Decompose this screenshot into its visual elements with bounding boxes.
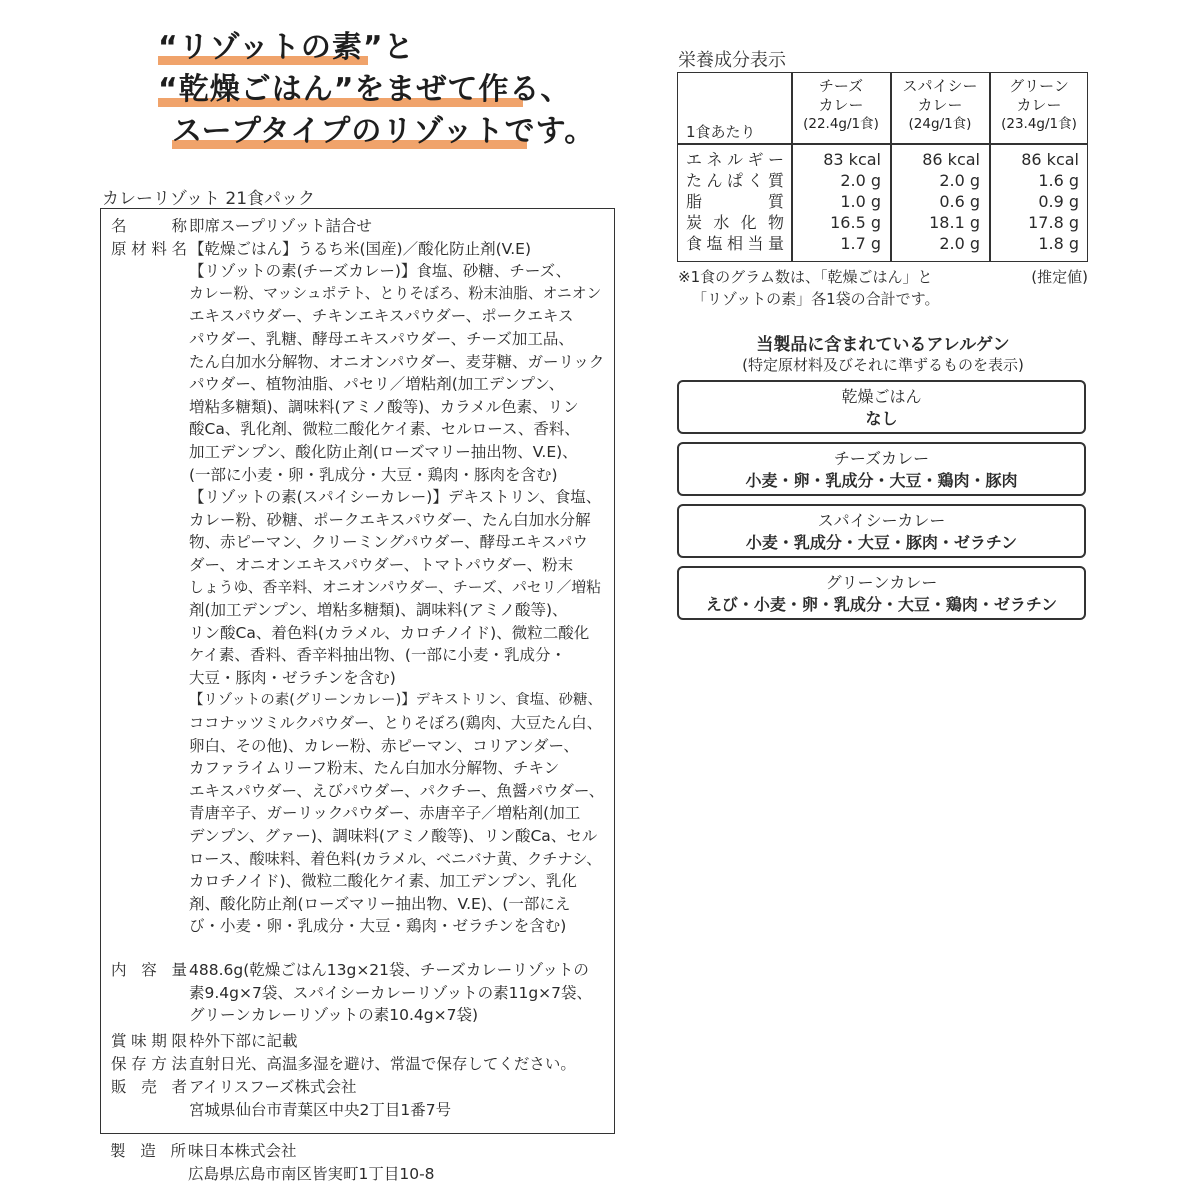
content-line: 488.6g(乾燥ごはん13g×21袋、チーズカレーリゾットの [189, 961, 589, 979]
ingredients-line: 青唐辛子、ガーリックパウダー、赤唐辛子／増粘剤(加工 [189, 804, 581, 823]
ingredients-text [189, 238, 606, 938]
ingredients-line: カレー粉、マッシュポテト、とりそぼろ、粉末油脂、オニオン [189, 284, 602, 302]
ingredients-line: カロチノイド)、微粒二酸化ケイ素、加工デンプン、乳化 [189, 872, 577, 891]
value-cell: 1.6 g [1038, 171, 1079, 190]
allergen-title: 当製品に含まれているアレルゲン [756, 335, 1010, 355]
ingredients-line: 剤、酸化防止剤(ローズマリー抽出物、V.E)、(一部にえ [189, 894, 571, 913]
ingredients-line: カレー粉、砂糖、ポークエキスパウダー、たん白加水分解 [189, 510, 591, 529]
allergen-box-rice: 乾燥ごはん なし [677, 380, 1086, 434]
value-cell: 2.0 g [840, 171, 881, 190]
headline-line-1: “リゾットの素”と [158, 30, 415, 65]
ingredients-line: エキスパウダー、チキンエキスパウダー、ポークエキス [189, 307, 574, 326]
ingredients-line: デンプン、グァー)、調味料(アミノ酸等)、リン酸Ca、セル [189, 827, 598, 846]
value-cell: 18.1 g [929, 213, 980, 232]
food-label-box [100, 208, 615, 1134]
row-fat-label: 脂 質 [686, 192, 784, 211]
ingredients-line: 加工デンプン、酸化防止剤(ローズマリー抽出物、V.E)、 [189, 442, 578, 461]
value-cell: 83 kcal [823, 150, 881, 169]
column-header-green: グリーン カレー (23.4g/1食) [1001, 77, 1077, 132]
ingredients-line: 【リゾットの素(グリーンカレー)】デキストリン、食塩、砂糖、 [189, 692, 602, 709]
per-serving-label: 1食あたり [686, 123, 756, 141]
ingredients-line: しょうゆ、香辛料、オニオンパウダー、チーズ、パセリ／増粘 [189, 578, 601, 596]
name-label: 名 称 [111, 217, 187, 235]
ingredients-line: 物、赤ピーマン、クリーミングパウダー、酵母エキスパウ [189, 533, 588, 552]
ingredients-line: たん白加水分解物、オニオンパウダー、麦芽糖、ガーリック [189, 352, 605, 371]
column-header-cheese: チーズ カレー (22.4g/1食) [803, 77, 879, 132]
content-label: 内容量 [111, 961, 187, 979]
ingredients-line: ココナッツミルクパウダー、とりそぼろ(鶏肉、大豆たん白、 [189, 714, 602, 733]
row-carb-label: 炭水化物 [686, 213, 784, 232]
seller-line: 宮城県仙台市青葉区中央2丁目1番7号 [189, 1100, 452, 1119]
value-cell: 2.0 g [939, 171, 980, 190]
seller-label: 販売者 [111, 1078, 187, 1096]
ingredients-line: カファライムリーフ粉末、たん白加水分解物、チキン [189, 759, 560, 778]
maker-line: 広島県広島市南区皆実町1丁目10-8 [188, 1164, 435, 1183]
ingredients-line: ケイ素、香料、香辛料抽出物、(一部に小麦・乳成分・ [189, 646, 566, 665]
content-line: 素9.4g×7袋、スパイシーカレーリゾットの素11g×7袋、 [189, 983, 593, 1002]
ingredients-line: 卵白、その他)、カレー粉、赤ピーマン、コリアンダー、 [189, 736, 579, 755]
row-energy-label: エネルギー [686, 150, 784, 169]
headline-line-2: “乾燥ごはん”をまぜて作る、 [158, 72, 572, 107]
ingredients-line: 剤(加工デンプン、増粘多糖類)、調味料(アミノ酸等)、 [189, 601, 568, 620]
allergen-subtitle: (特定原材料及びそれに準ずるものを表示) [742, 356, 1024, 374]
ingredients-line: 酸Ca、乳化剤、微粒二酸化ケイ素、セルロース、香料、 [189, 420, 580, 439]
ingredients-line: ロース、酸味料、着色料(カラメル、ベニバナ黄、クチナシ、 [189, 849, 602, 868]
allergen-box-green: グリーンカレー えび・小麦・卵・乳成分・大豆・鶏肉・ゼラチン [677, 566, 1086, 620]
seller-text [189, 1076, 606, 1121]
estimated-label: (推定値) [1031, 268, 1088, 286]
storage-value: 直射日光、高温多湿を避け、常温で保存してください。 [189, 1055, 576, 1073]
row-salt-label: 食塩相当量 [686, 234, 784, 253]
ingredients-line: 増粘多糖類)、調味料(アミノ酸等)、カラメル色素、リン [189, 397, 579, 416]
value-cell: 2.0 g [939, 234, 980, 253]
content-text [189, 959, 606, 1027]
value-cell: 16.5 g [830, 213, 881, 232]
value-cell: 17.8 g [1028, 213, 1079, 232]
ingredients-line: 【リゾットの素(スパイシーカレー)】デキストリン、食塩、 [189, 488, 602, 507]
value-cell: 1.7 g [840, 234, 881, 253]
ingredients-line: (一部に小麦・卵・乳成分・大豆・鶏肉・豚肉を含む) [189, 465, 558, 484]
value-cell: 1.8 g [1038, 234, 1079, 253]
headline [150, 30, 596, 150]
ingredients-line: び・小麦・卵・乳成分・大豆・鶏肉・ゼラチンを含む) [189, 917, 567, 936]
value-cell: 86 kcal [1021, 150, 1079, 169]
nutrition-table [677, 72, 1088, 262]
value-cell: 0.9 g [1038, 192, 1079, 211]
value-cell: 0.6 g [939, 192, 980, 211]
maker-line: 味日本株式会社 [188, 1142, 297, 1160]
content-line: グリーンカレーリゾットの素10.4g×7袋) [189, 1006, 479, 1025]
nutrition-note: ※1食のグラム数は、「乾燥ごはん」と 「リゾットの素」各1袋の合計です。 (推定値) [678, 268, 1088, 308]
storage-label: 保存方法 [111, 1055, 187, 1073]
allergen-box-cheese: チーズカレー 小麦・卵・乳成分・大豆・鶏肉・豚肉 [677, 442, 1086, 496]
ingredients-line: エキスパウダー、えびパウダー、パクチー、魚醤パウダー、 [189, 781, 605, 800]
ingredients-label: 原材料名 [111, 239, 187, 258]
ingredients-line: パウダー、植物油脂、パセリ／増粘剤(加工デンプン、 [189, 375, 565, 394]
expiry-label: 賞味期限 [111, 1032, 187, 1050]
headline-line-3: スープタイプのリゾットです。 [172, 114, 596, 149]
product-title: カレーリゾット 21食パック [102, 189, 316, 209]
value-cell: 1.0 g [840, 192, 881, 211]
maker-label: 製造所 [110, 1142, 186, 1160]
value-cell: 86 kcal [922, 150, 980, 169]
allergen-box-spicy: スパイシーカレー 小麦・乳成分・大豆・豚肉・ゼラチン [677, 504, 1086, 558]
column-header-spicy: スパイシー カレー (24g/1食) [902, 77, 978, 132]
row-protein-label: たんぱく質 [686, 171, 784, 190]
ingredients-line: リン酸Ca、着色料(カラメル、カロチノイド)、微粒二酸化 [189, 623, 590, 642]
table-divider [678, 143, 1087, 145]
ingredients-line: 大豆・豚肉・ゼラチンを含む) [189, 668, 396, 687]
nutrition-title: 栄養成分表示 [678, 50, 786, 71]
seller-line: アイリスフーズ株式会社 [189, 1078, 357, 1096]
name-value: 即席スープリゾット詰合せ [189, 217, 372, 235]
ingredients-line: パウダー、乳糖、酵母エキスパウダー、チーズ加工品、 [189, 329, 574, 348]
maker-text [188, 1140, 608, 1185]
ingredients-line: 【リゾットの素(チーズカレー)】食塩、砂糖、チーズ、 [189, 262, 572, 281]
ingredients-line: 【乾燥ごはん】うるち米(国産)／酸化防止剤(V.E) [189, 239, 532, 258]
expiry-value: 枠外下部に記載 [189, 1032, 298, 1050]
ingredients-line: ダー、オニオンエキスパウダー、トマトパウダー、粉末 [189, 555, 574, 574]
